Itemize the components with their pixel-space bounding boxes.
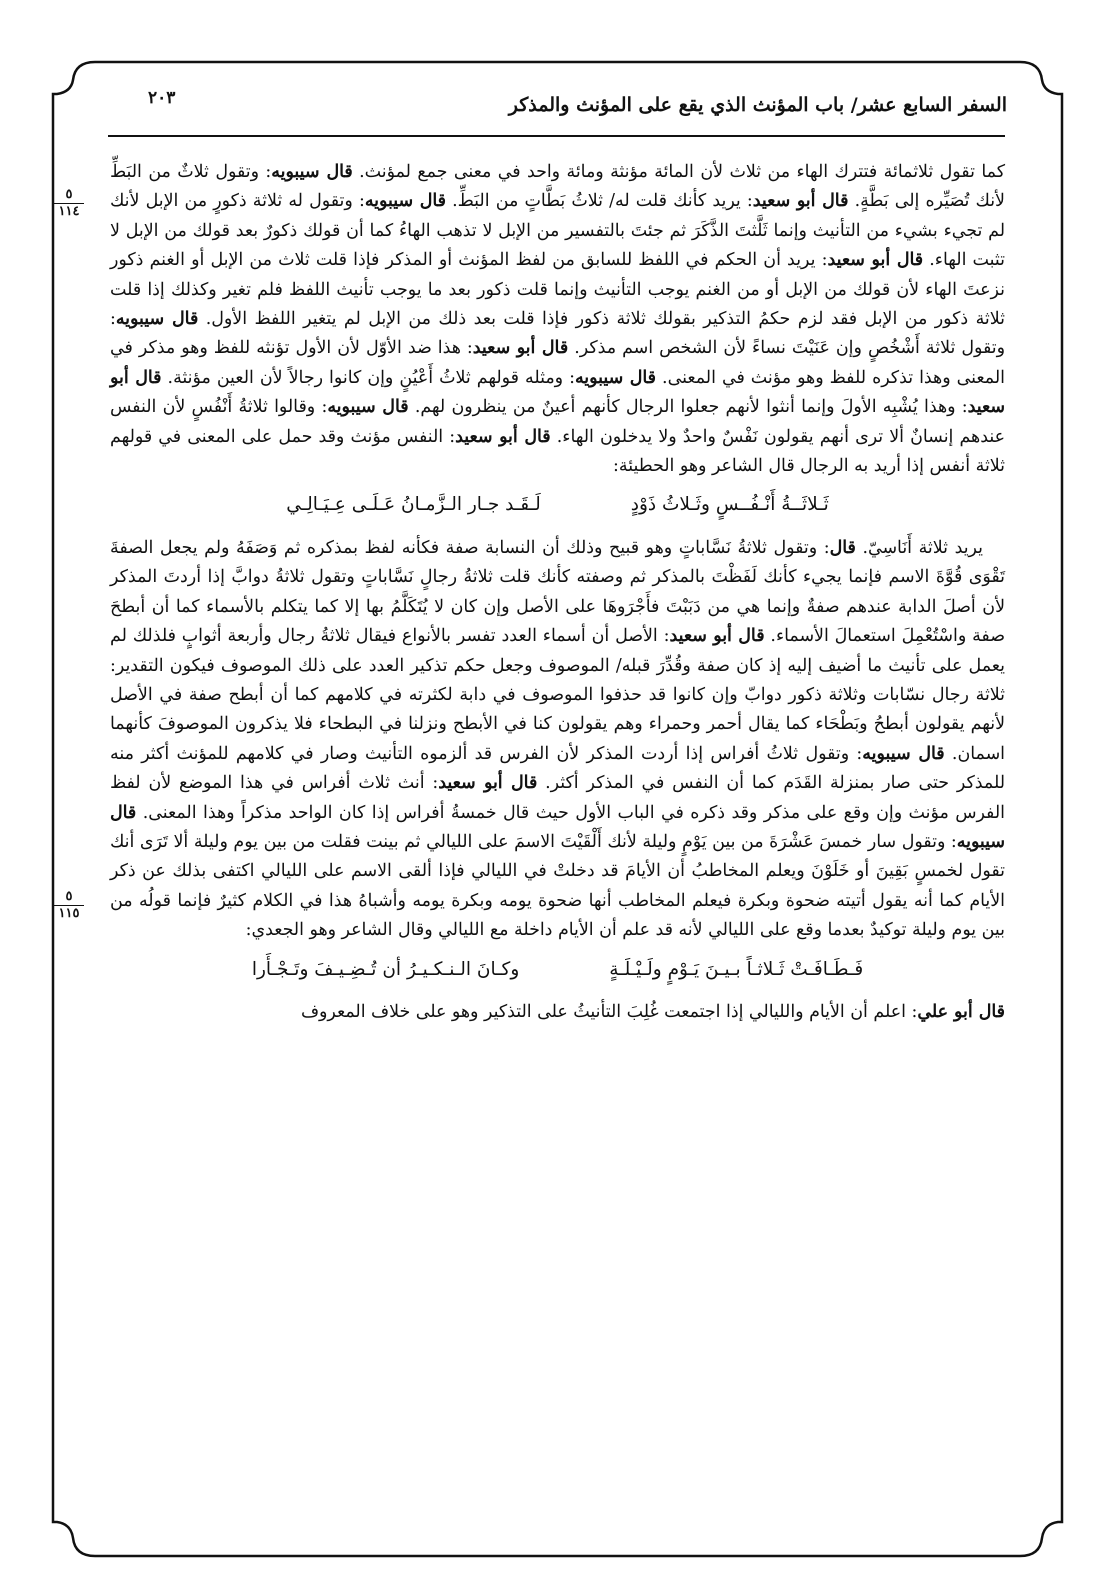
folio-number: ٥ xyxy=(65,187,73,202)
text-run: : وتقول ثلاثة أَشْخُصٍ وإن عَنَيْتَ نساءً لأن الشخص اسم مذكر. xyxy=(110,309,1005,359)
text-run: : النفس مؤنث وقد حمل على المعنى في قولهم ثلاثة أنفس إذا أريد به الرجال قال الشاعر وهو الحطيئة: xyxy=(110,426,1005,477)
speaker-abu-said: قال أبو سعيد xyxy=(438,773,538,794)
text-run: : وتقول سار خمسَ عَشْرَةَ من بين يَوْمٍ وليلة لأنك أَلْقَيْتَ الاسمَ على الليالي ثم بينت فقلت من بين يوم وليلة ألا تَرَى أنك تقول لخمسٍ بَقِينَ أو خَلَوْنَ ويعلم المخاطبُ أن الأيامَ قد دخلتْ في الليالي فإذا ألقى الاسم على الليالي اكتفى بذلك عن ذكر الأيام كما أنه يقول أتيته ضحوة وبكرة فيعلم المخاطب أنها ضحوة يومه وبكرة يومه وأشباهُ هذا في الكلام كثيرٌ فإنما قولُه من بين يوم وليلة توكيدٌ بعدما وقع على الليالي لأنه قد علم أن الأيام داخلة مع الليالي وقال الشاعر وهو الجعدي: xyxy=(110,831,1005,941)
text-run: : اعلم أن الأيام والليالي إذا اجتمعت غُلِبَ التأنيثُ على التذكير وهو على خلاف المعروف xyxy=(300,1001,918,1022)
text-run: : وتقول ثلاثُ أفراس إذا أردت المذكر لأن الفرس قد ألزموه التأنيث وصار في كلامهم للمؤنث أكثر منه للمذكر حتى صار بمنزلة القَدَم كما أن النفس في المذكر أكثر. xyxy=(110,743,1005,794)
verse-first-hemistich: فَـطَـافَـتْ ثَـلاثـاً بـيـنَ يَـوْمٍ ولَـيْـلَـةٍ xyxy=(609,958,864,980)
speaker-sibawayh: قال سيبويه xyxy=(327,397,409,418)
verse-first-hemistich: ثَـلاثَــةُ أَنْـفُــسٍ وثَـلاثُ ذَوْدٍ xyxy=(630,494,829,516)
text-run: : وهذا يُشْبِه الأولَ وإنما أنثوا لأنهم جعلوا الرجال كأنهم أعينٌ من ينظرون لهم. xyxy=(408,397,968,418)
speaker-sibawayh: قال سيبويه xyxy=(110,802,1005,852)
speaker-sibawayh: قال سيبويه xyxy=(115,309,199,330)
speaker-qal: قال xyxy=(829,537,856,558)
speaker-sibawayh: قال سيبويه xyxy=(574,367,656,388)
paragraph-2 xyxy=(110,534,1005,946)
text-run: : الأصل أن أسماء العدد تفسر بالأنواع فيقال ثلاثةُ رجال وأربعة أثوابٍ فلذلك لم يعمل على تأنيث ما أضيف إليه إذ كان صفة وقُدِّرَ قبله/ الموصوف وجعل حكم تذكير العدد على ذلك الموصوف فيكون التقدير: ثلاثة رجال نسّابات وثلاثة ذكور دوابّ وإن كانوا قد حذفوا الموصوف في دابة لكثرته في كلامهم كما أن أبطح صفة في الأصل لأنهم يقولون أبطحُ وبَطْحَاء كما يقال أحمر وحمراء وهم يقولون كنا في الأبطح ونزلنا في البطحاء فلا يذكرون الموصوفَ كأنهما اسمان. xyxy=(110,626,1005,764)
text-run: : يريد كأنك قلت له/ ثلاثُ بَطَّاتٍ من البَطِّ. xyxy=(445,191,753,212)
speaker-abu-said: قال أبو سعيد xyxy=(752,191,849,212)
speaker-abu-said: قال أبو سعيد xyxy=(110,367,1005,418)
paragraph-3 xyxy=(110,998,1005,1027)
speaker-abu-said: قال أبو سعيد xyxy=(455,426,551,447)
text-run: : وتقول ثلاثةُ نَسَّاباتٍ وهو قبيح وذلك أن النسابة صفة فكأنه لفظ بمذكره ثم وَصَفَهُ ولم يجعل الصفةَ تَقْوَى قُوَّةَ الاسم فإنما يجيء كأنك لَفَظْتَ بالمذكر ثم وصفته كأنك قلت ثلاثةُ رجالٍ نَسَّاباتٍ وتقول ثلاثةُ دوابَّ إذا أردتَ المذكر لأن أصلَ الدابة عندهم صفةٌ وإنما هي من دَبَبْتَ فأَجْرَوهَا على الأصل وإن كان لا يُتَكَلَّمُ بها إلا كما يتكلم بالأسماء كما أن أبطحَ صفة واسْتُعْمِلَ استعمالَ الأسماء. xyxy=(110,537,1005,647)
speaker-abu-ali: قال أبو علي xyxy=(917,1001,1005,1022)
folio-page: ١١٥ xyxy=(58,906,80,921)
text-run: كما تقول ثلاثمائة فتترك الهاء من ثلاث لأن المائة مؤنثة ومائة واحد في معنى جمع لمؤنث. xyxy=(352,162,1005,182)
text-run: : ومثله قولهم ثلاثُ أَعْيُنٍ وإن كانوا رجالاً لأن العين مؤنثة. xyxy=(161,367,575,388)
speaker-sibawayh: قال سيبويه xyxy=(271,162,353,182)
margin-folio-note xyxy=(48,188,90,219)
speaker-abu-said: قال أبو سعيد xyxy=(472,338,569,359)
page-header xyxy=(108,88,1007,128)
text-run: : هذا ضد الأوّل لأن الأول تؤنثه للفظ وهو مذكر في المعنى وهذا تذكره للفظ وهو مؤنث في المعنى. xyxy=(110,338,1005,388)
chapter-title: السفر السابع عشر/ باب المؤنث الذي يقع على المؤنث والمذكر xyxy=(508,94,1007,116)
speaker-abu-said: قال أبو سعيد xyxy=(669,626,765,647)
text-run: : وتقول ثلاثٌ من البَطِّ لأنك تُصَيِّره إلى بَطَّةٍ. xyxy=(110,162,1005,212)
text-run: يريد ثلاثة أَنَاسِيّ. xyxy=(855,537,983,558)
folio-page: ١١٤ xyxy=(58,204,80,219)
main-text xyxy=(110,158,1005,1027)
text-run: : وقالوا ثلاثةُ أَنْفُسٍ لأن النفس عندهم إنسانٌ ألا ترى أنهم يقولون نَفْسٌ واحدٌ ولا يدخلون الهاء. xyxy=(110,397,1005,447)
verse-second-hemistich: وكـانَ الـنـكـيـرُ أن تُـضِـيـفَ وتَـجْـأَرا xyxy=(251,958,520,980)
text-run: : أنث ثلاث أفراس في هذا الموضع لأن لفظ الفرس مؤنث وإن وقع على مذكر وقد ذكره في الباب الأول حيث قال خمسةُ أفراس إذا كان الواحد مذكراً وهذا المعنى. xyxy=(110,773,1005,823)
text-run: : يريد أن الحكم في اللفظ للسابق من لفظ المؤنث أو المذكر فإذا قلت ثلاث من الإبل أو الغنم ذكور نزعتَ الهاء لأن قولك من الإبل أو من الغنم يوجب التأنيث وإنما قلت ذكور بعد ما يوجب تأنيث اللفظ فلم تغير وكذلك إذا قلت ثلاثة ذكور من الإبل فقد لزم حكمُ التذكير بقولك ثلاثة ذكور فإذا قلت بعد ذلك من الإبل لم يتغير اللفظ الأول. xyxy=(110,250,1005,330)
speaker-sibawayh: قال سيبويه xyxy=(364,191,446,212)
poetry-verse-1 xyxy=(110,481,1005,533)
text-run: : وتقول له ثلاثة ذكورٍ من الإبل لأنك لم تجيء بشيء من التأنيث وإنما ثَلَّثتَ الذَّكَرَ ثم جئتَ بالتفسير من الإبل لا تذهب الهاءُ كما أن قولك ذكورٌ بعد قولك من الإبل لا تثبت الهاء. xyxy=(110,191,1005,271)
speaker-abu-said: قال أبو سعيد xyxy=(827,250,924,271)
speaker-sibawayh: قال سيبويه xyxy=(862,743,945,764)
folio-number: ٥ xyxy=(65,889,73,904)
margin-folio-note xyxy=(48,890,90,921)
page-number: ٢٠٣ xyxy=(148,88,176,108)
header-divider xyxy=(108,135,1005,137)
paragraph-1 xyxy=(110,158,1005,481)
poetry-verse-2 xyxy=(110,946,1005,998)
verse-second-hemistich: لَـقَـد جـار الـزَّمـانُ عَـلَـى عِـيَـالِـي xyxy=(286,494,541,516)
